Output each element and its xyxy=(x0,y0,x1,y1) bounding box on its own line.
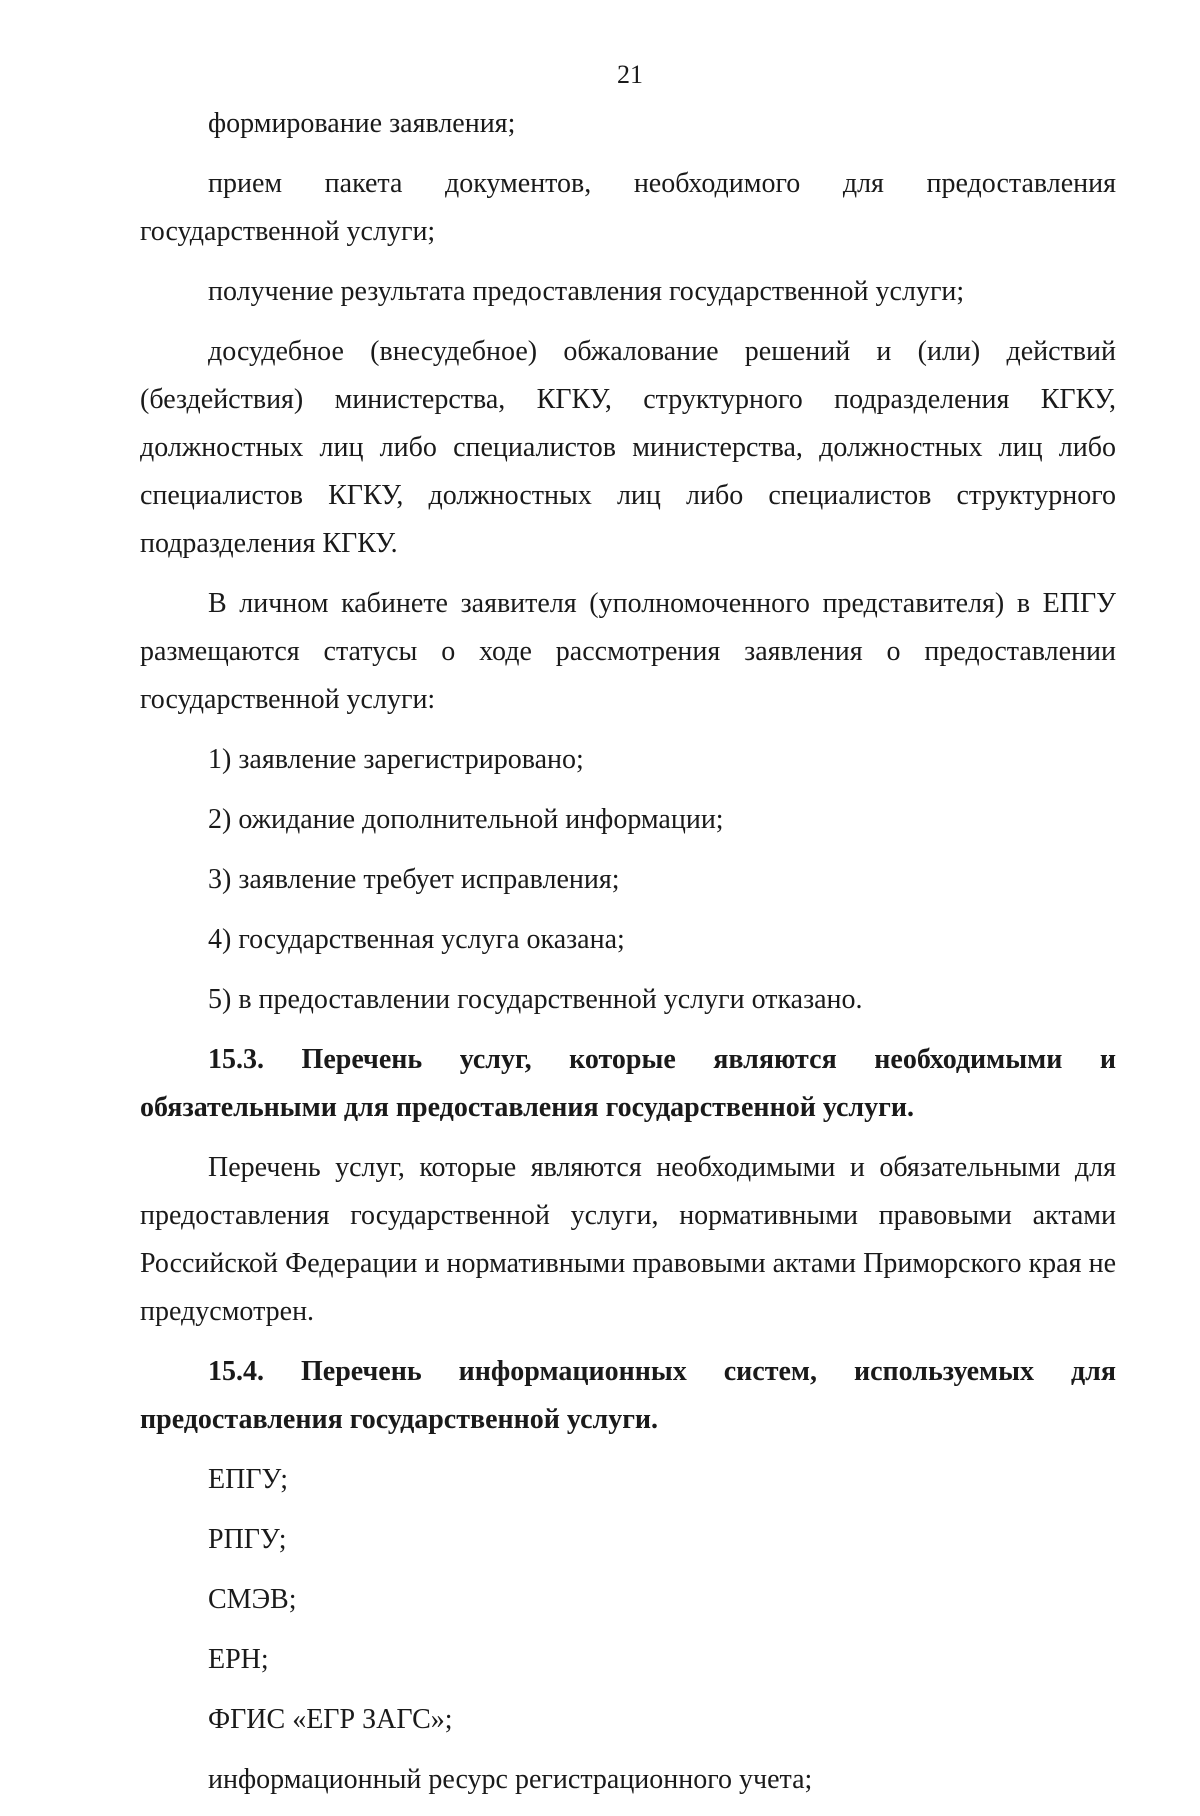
paragraph-receive-documents: прием пакета документов, необходимого для предоставления государственной услуги; xyxy=(140,168,1116,247)
info-system-item: ФГИС «ЕГР ЗАГС»; xyxy=(208,1704,453,1735)
info-system-item: информационный ресурс регистрационного учета; xyxy=(208,1764,813,1795)
status-item: 4) государственная услуга оказана; xyxy=(208,924,625,955)
info-system-item: СМЭВ; xyxy=(208,1584,297,1615)
document-body xyxy=(140,100,1116,1816)
status-item: 2) ожидание дополнительной информации; xyxy=(208,804,724,835)
info-system-item: РПГУ; xyxy=(208,1524,287,1555)
status-item: 3) заявление требует исправления; xyxy=(208,864,620,895)
paragraph-get-result: получение результата предоставления государственной услуги; xyxy=(208,276,965,307)
status-item: 1) заявление зарегистрировано; xyxy=(208,744,584,775)
section-15-3-text: Перечень услуг, которые являются необходимыми и обязательными для предоставления государственной услуги, нормативными правовыми актами Российской Федерации и нормативными правовыми актами Приморского края не предусмотрен. xyxy=(140,1152,1116,1327)
paragraph-appeal: досудебное (внесудебное) обжалование решений и (или) действий (бездействия) министерства, КГКУ, структурного подразделения КГКУ, должностных лиц либо специалистов министерства, должностных лиц либо специалистов КГКУ, должностных лиц либо специалистов структурного подразделения КГКУ. xyxy=(140,336,1116,559)
paragraph-personal-cabinet: В личном кабинете заявителя (уполномоченного представителя) в ЕПГУ размещаются статусы о ходе рассмотрения заявления о предоставлении государственной услуги: xyxy=(140,588,1116,715)
status-item: 5) в предоставлении государственной услуги отказано. xyxy=(208,984,863,1015)
section-15-4-heading: 15.4. Перечень информационных систем, используемых для предоставления государственной услуги. xyxy=(140,1356,1116,1435)
info-system-item: ЕПГУ; xyxy=(208,1464,289,1495)
info-system-item: ЕРН; xyxy=(208,1644,269,1675)
page-number: 21 xyxy=(617,60,643,89)
section-15-3-heading: 15.3. Перечень услуг, которые являются необходимыми и обязательными для предоставления государственной услуги. xyxy=(140,1044,1116,1123)
paragraph-form-application: формирование заявления; xyxy=(208,108,516,139)
